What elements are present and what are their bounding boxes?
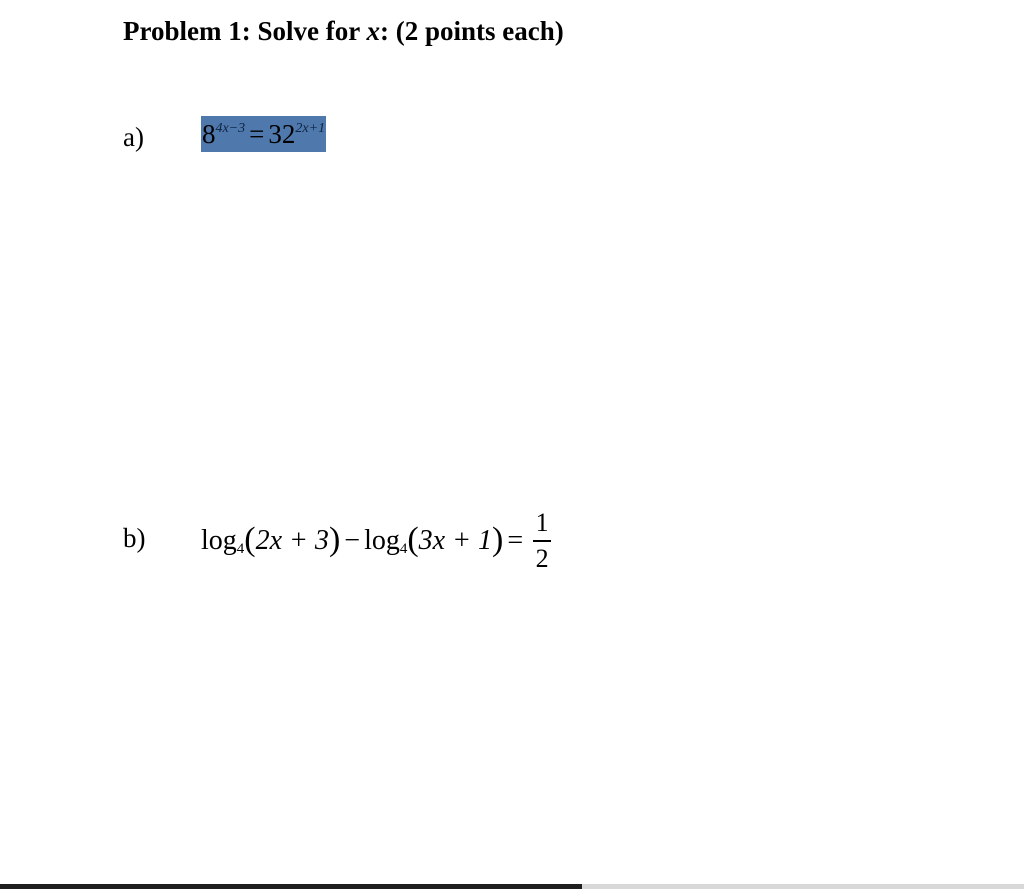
eq-b-minus: − bbox=[344, 525, 361, 556]
eq-b-fraction-numerator: 1 bbox=[535, 508, 549, 538]
scrollbar-thumb[interactable] bbox=[0, 884, 582, 889]
eq-b-log2: log bbox=[364, 525, 400, 556]
eq-b-arg2-open: ( bbox=[407, 521, 419, 558]
eq-a-exponent-right: 2x+1 bbox=[295, 121, 326, 136]
eq-b-log2-base: 4 bbox=[399, 541, 408, 557]
problem-heading bbox=[123, 12, 564, 50]
eq-b-arg1-open: ( bbox=[244, 521, 256, 558]
eq-b-arg1: 2x + 3 bbox=[255, 525, 329, 556]
problem-b-label: b) bbox=[123, 523, 146, 553]
eq-b-arg1-close: ) bbox=[328, 521, 341, 558]
heading-variable: x bbox=[366, 16, 380, 46]
problem-a-equation-selected[interactable] bbox=[201, 116, 326, 152]
problem-a-label: a) bbox=[123, 122, 144, 152]
eq-b-log1: log bbox=[201, 525, 237, 556]
eq-b-arg2: 3x + 1 bbox=[418, 525, 492, 556]
eq-b-log1-base: 4 bbox=[236, 541, 245, 557]
eq-a-base-right: 32 bbox=[268, 119, 296, 149]
eq-a-equals: = bbox=[249, 119, 265, 149]
eq-b-fraction-bar bbox=[533, 540, 551, 542]
eq-b-fraction bbox=[533, 509, 551, 573]
eq-b-equals: = bbox=[507, 525, 524, 556]
eq-a-base-left: 8 bbox=[202, 119, 216, 149]
problem-b-equation bbox=[201, 506, 551, 576]
horizontal-scrollbar[interactable] bbox=[0, 884, 1024, 889]
heading-suffix: : (2 points each) bbox=[379, 16, 564, 46]
eq-b-fraction-denominator: 2 bbox=[535, 543, 549, 573]
heading-prefix: Problem 1: Solve for bbox=[123, 16, 367, 46]
eq-b-arg2-close: ) bbox=[492, 521, 504, 558]
eq-a-exponent-left: 4x−3 bbox=[215, 121, 246, 136]
